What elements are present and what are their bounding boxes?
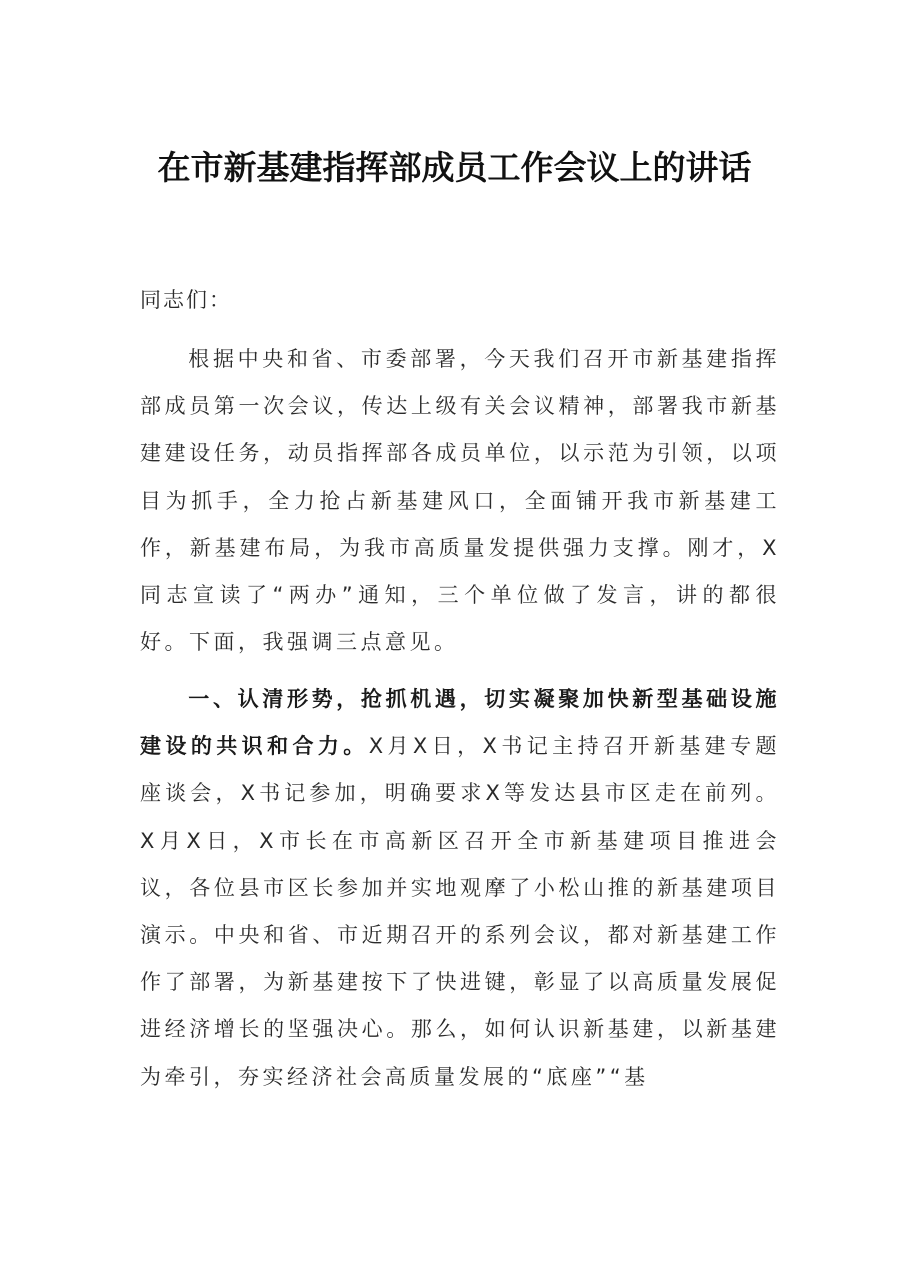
document-title: 在市新基建指挥部成员工作会议上的讲话 [157, 148, 752, 187]
paragraph-intro [140, 336, 780, 666]
paragraph-section-one [140, 676, 780, 1101]
paragraph-intro-text: 根据中央和省、市委部署，今天我们召开市新基建指挥部成员第一次会议，传达上级有关会议精神，部署我市新基建建设任务，动员指挥部各成员单位，以示范为引领，以项目为抓手，全力抢占新基建风口，全面铺开我市新基建工作，新基建布局，为我市高质量发提供强力支撑。刚才，X同志宣读了“两办”通知，三个单位做了发言，讲的都很好。下面，我强调三点意见。 [140, 347, 780, 655]
section-one-heading: 一、认清形势，抢抓机遇，切实凝聚加快新型基础设施建设的共识和合力。 [140, 687, 780, 759]
salutation: 同志们： [140, 288, 232, 312]
section-one-text: X月X日，X书记主持召开新基建专题座谈会，X书记参加，明确要求X等发达县市区走在前列。X月X日，X市长在市高新区召开全市新基建项目推进会议，各位县市区长参加并实地观摩了小松山推的新基建项目演示。中央和省、市近期召开的系列会议，都对新基建工作作了部署，为新基建按下了快进键，彰显了以高质量发展促进经济增长的坚强决心。那么，如何认识新基建，以新基建为牵引，夯实经济社会高质量发展的“底座”“基 [140, 734, 780, 1089]
